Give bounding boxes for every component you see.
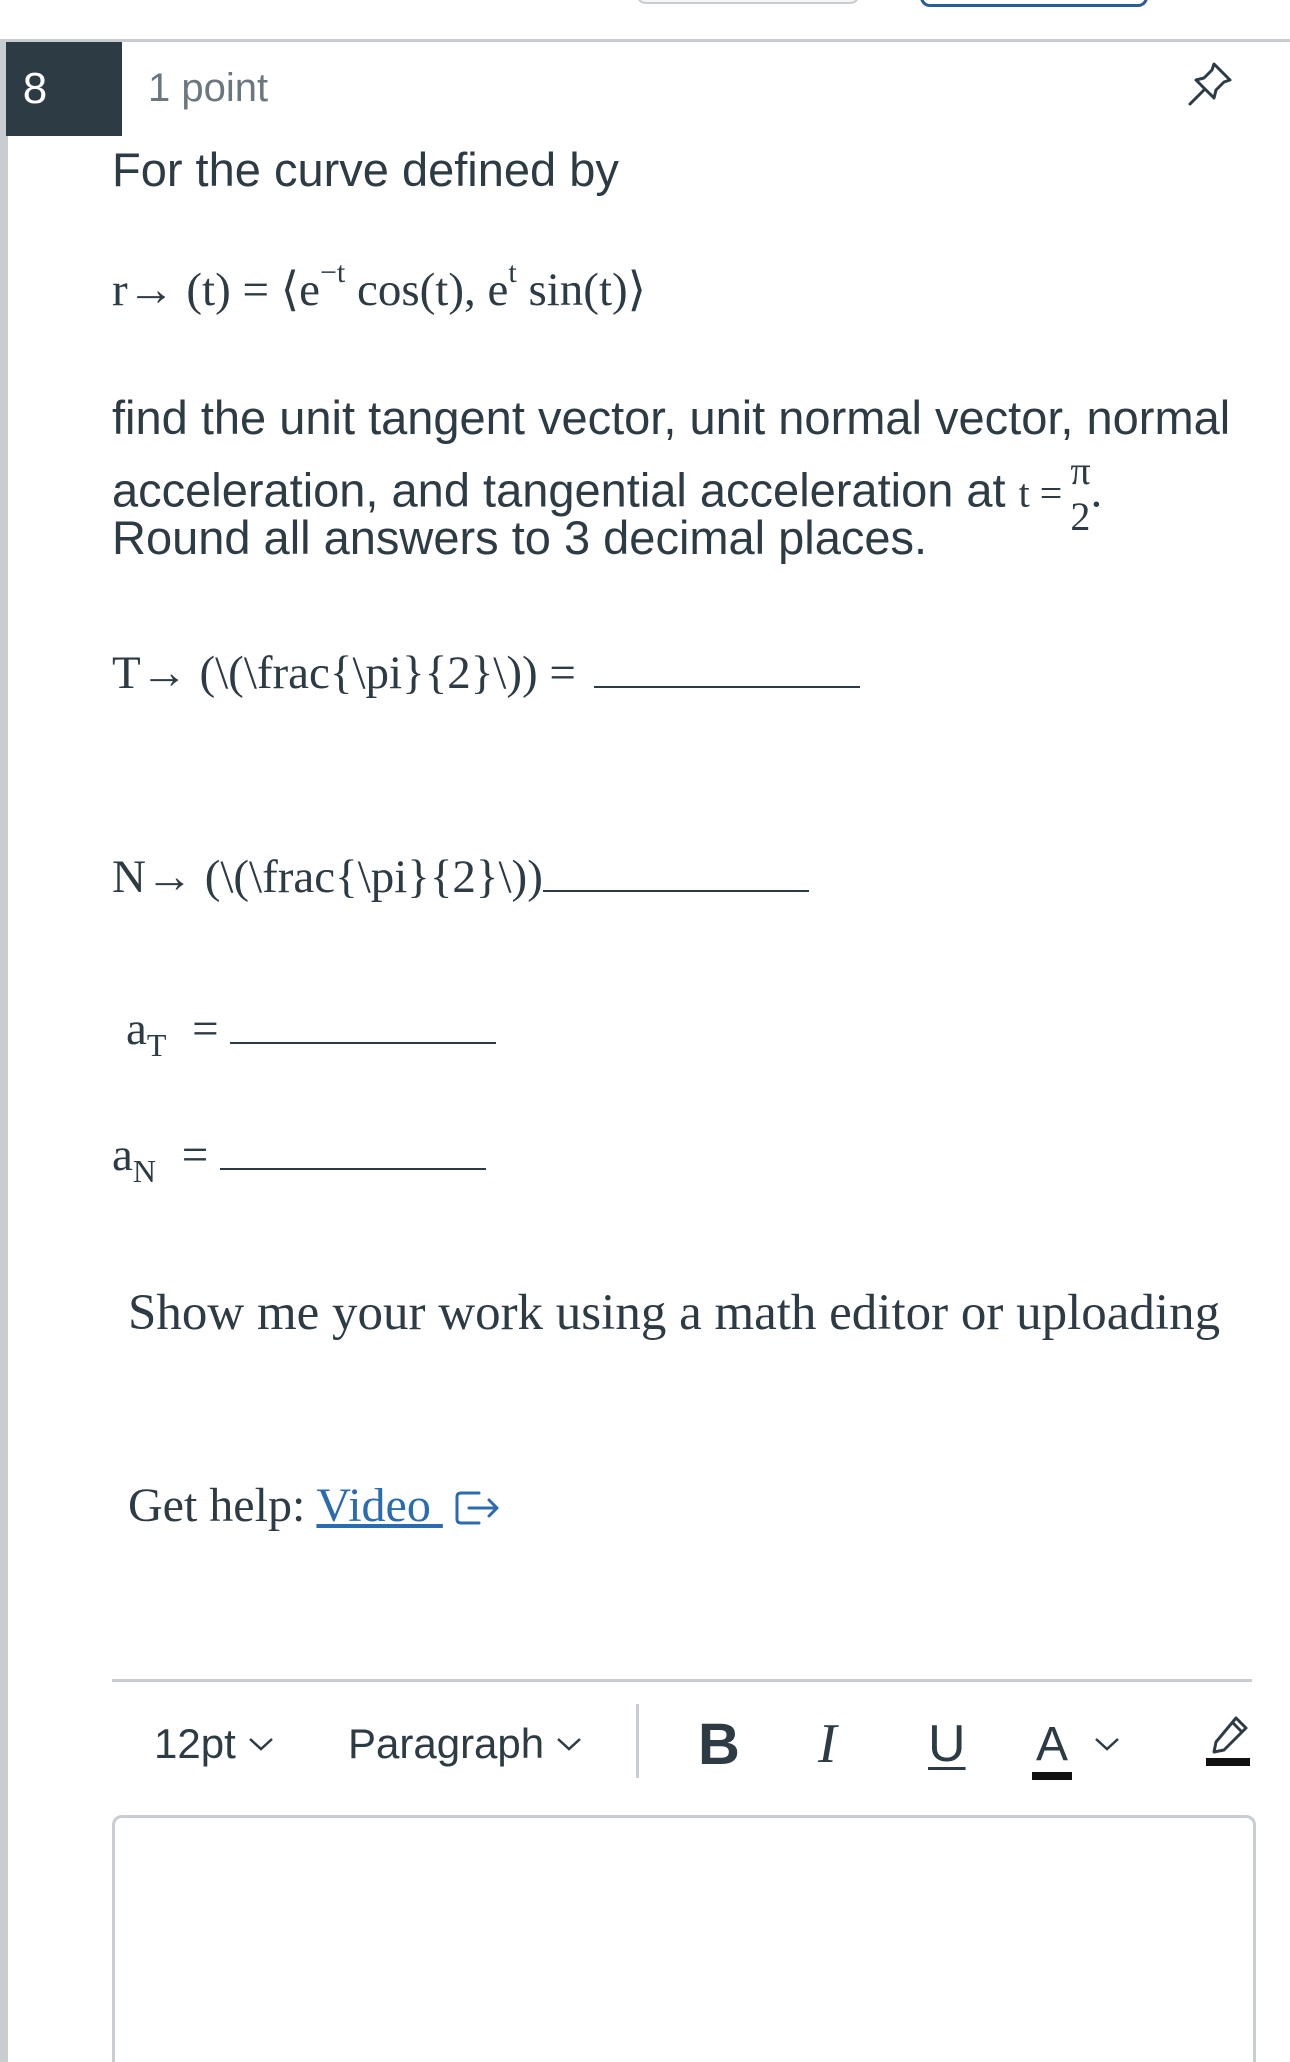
external-link-icon [453,1487,503,1527]
text-color-icon: A [1036,1717,1068,1772]
editor-top-divider [112,1679,1252,1682]
chevron-down-icon [1094,1736,1120,1752]
tangent-answer-row [112,646,860,700]
question-frame-border [0,40,8,2062]
formula-rhs: sin(t)⟩ [516,264,646,316]
question-intro: For the curve defined by [112,143,619,196]
tangent-answer-blank[interactable] [594,646,860,688]
fraction-denominator: 2 [1070,494,1091,539]
bold-button[interactable]: B [698,1711,740,1777]
normal-label: N→ (\(\frac{\pi}{2}\)) [112,851,543,903]
instruction-line-3: Round all answers to 3 decimal places. [112,511,928,564]
underline-button[interactable]: U [928,1715,966,1773]
video-link[interactable]: Video [316,1479,443,1532]
formula-exponent-2: t [508,256,517,290]
normal-acceleration-blank[interactable] [220,1128,486,1170]
pi-over-2-fraction [1070,448,1090,540]
font-size-dropdown[interactable] [154,1714,274,1774]
tangential-acceleration-blank[interactable] [230,1002,496,1044]
next-button[interactable] [920,0,1148,7]
italic-button[interactable]: I [818,1713,837,1775]
text-color-button[interactable] [1036,1714,1120,1774]
get-help [128,1478,503,1533]
aT-base: a [126,1003,147,1055]
fraction-numerator: π [1070,448,1091,493]
highlight-color-icon[interactable] [1206,1712,1250,1768]
header-divider [0,39,1290,42]
t-equals-label: t = [1018,470,1063,516]
question-number: 8 [22,64,48,113]
normal-answer-blank[interactable] [543,850,809,892]
aN-base: a [112,1129,133,1181]
aN-subscript: N [132,1153,156,1189]
normal-acceleration-row [112,1128,486,1189]
fraction-period: . [1090,465,1103,518]
aT-equals: = [192,1003,219,1055]
font-size-value: 12pt [154,1720,236,1767]
get-help-label: Get help: [128,1479,317,1532]
formula-lhs: r→ (t) = ⟨e [112,264,320,316]
curve-formula [112,256,646,317]
instruction-line-1: find the unit tangent vector, unit normal vector, normal [112,391,1231,444]
question-points: 1 point [148,66,269,110]
block-format-dropdown[interactable] [348,1714,582,1774]
formula-exponent-1: −t [319,256,346,290]
aT-subscript: T [146,1027,167,1063]
aN-equals: = [181,1129,209,1181]
rich-text-editor-area[interactable] [112,1815,1256,2062]
previous-button[interactable] [636,0,860,4]
normal-answer-row [112,850,809,904]
show-work-instructions: Show me your work using a math editor or uploading [128,1285,1221,1341]
question-instructions [112,388,1262,568]
chevron-down-icon [248,1736,274,1752]
toolbar-separator [636,1704,639,1778]
question-number-badge [6,42,122,136]
block-format-value: Paragraph [348,1720,545,1767]
tangential-acceleration-row [126,1002,496,1063]
tangent-label: T→ (\(\frac{\pi}{2}\)) = [112,647,576,699]
chevron-down-icon [556,1736,582,1752]
formula-middle: cos(t), e [345,264,509,316]
pin-icon[interactable] [1184,56,1238,110]
instruction-line-2-text: acceleration, and tangential acceleration at [112,463,1019,517]
